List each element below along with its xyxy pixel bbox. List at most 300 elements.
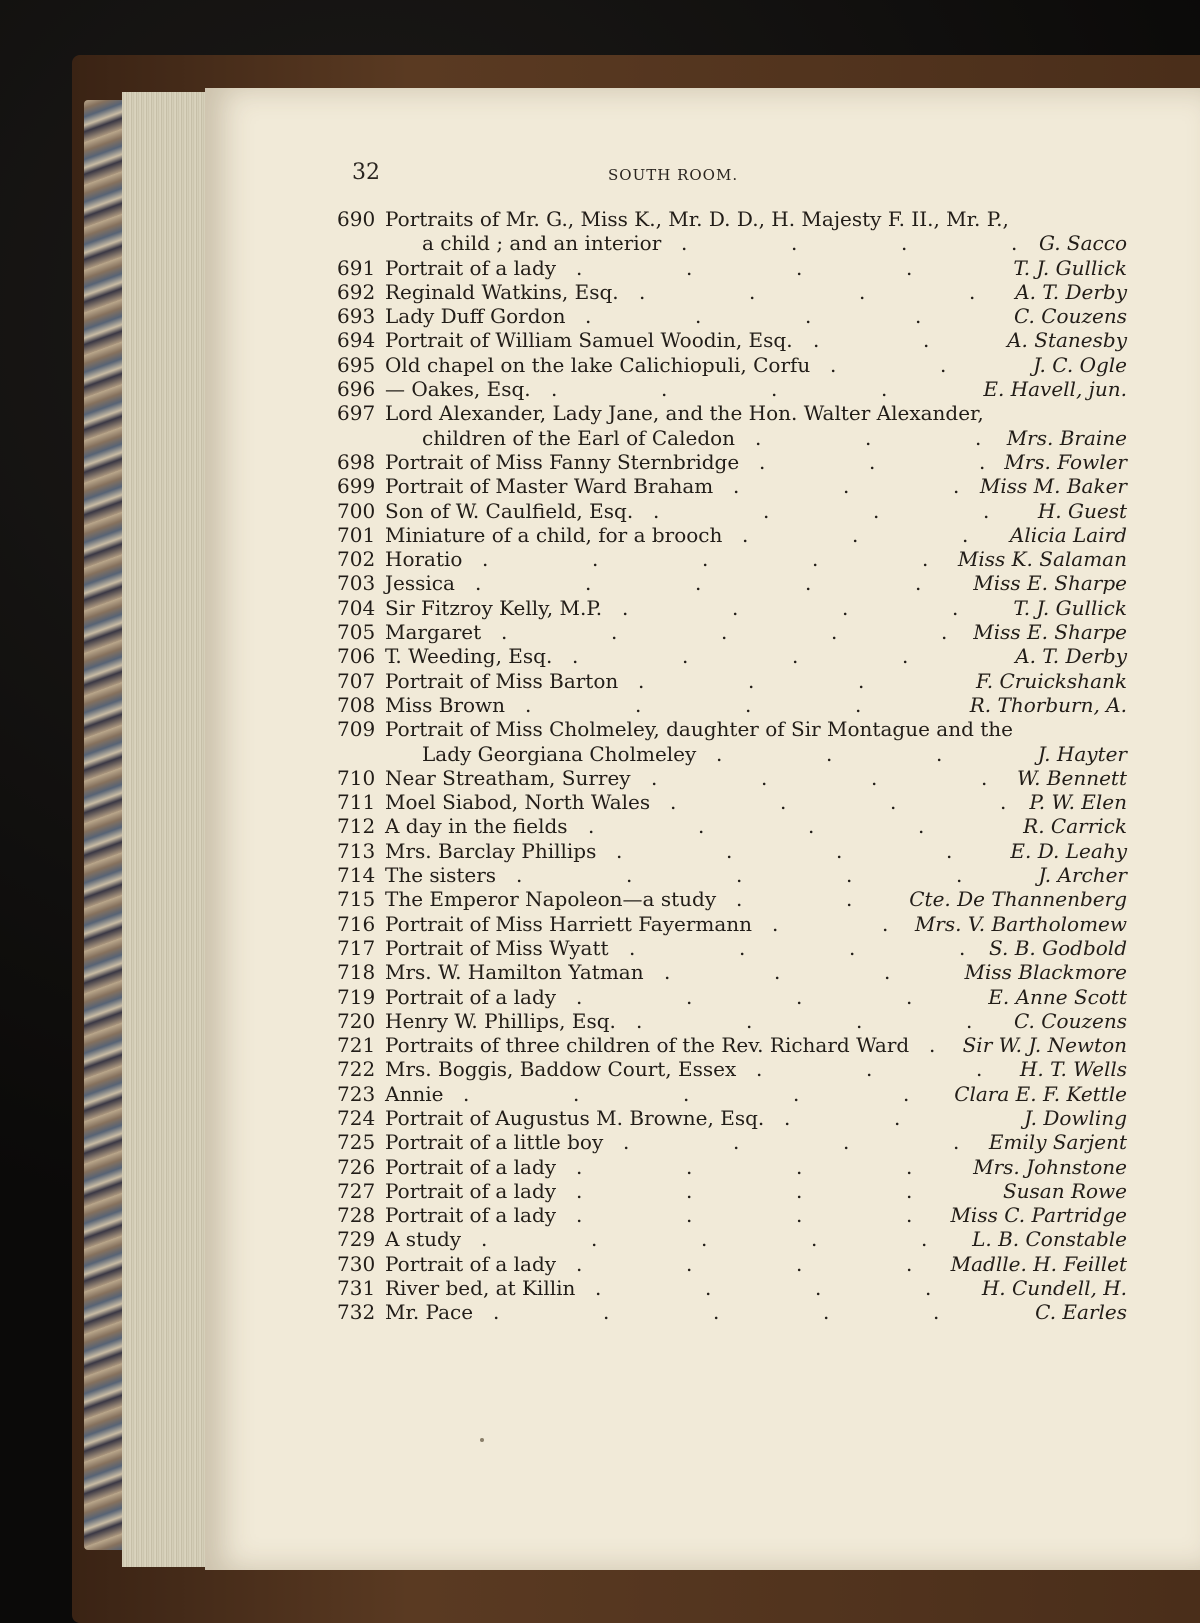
leader-dot: . bbox=[852, 522, 859, 547]
entry-line bbox=[337, 1203, 1127, 1227]
entry-number: 723 bbox=[337, 1081, 376, 1106]
leader-dot: . bbox=[686, 1203, 693, 1228]
leader-dot: . bbox=[749, 279, 756, 304]
entry-line bbox=[337, 280, 1127, 304]
entry-artist: A. Stanesby bbox=[1007, 328, 1127, 353]
entry-title: Miniature of a child, for a brooch bbox=[385, 522, 723, 547]
leader-dot: . bbox=[639, 279, 646, 304]
leader-dot: . bbox=[626, 863, 633, 888]
entry-title-continued: children of the Earl of Caledon bbox=[422, 425, 736, 450]
leader-dot: . bbox=[759, 449, 766, 474]
leader-dot: . bbox=[969, 279, 976, 304]
entry-title-continued: a child ; and an interior bbox=[422, 231, 662, 256]
leader-dot: . bbox=[592, 547, 599, 572]
leader-dot: . bbox=[501, 620, 508, 645]
leader-dot: . bbox=[636, 1008, 643, 1033]
leader-dot: . bbox=[983, 498, 990, 523]
entry-number: 692 bbox=[337, 279, 376, 304]
leader-dot: . bbox=[936, 741, 943, 766]
entry-title: — Oakes, Esq. bbox=[385, 377, 531, 402]
entry-line bbox=[337, 571, 1127, 595]
catalogue-entry bbox=[337, 620, 1127, 644]
entry-artist: P. W. Elen bbox=[1029, 790, 1127, 815]
entry-artist: Clara E. F. Kettle bbox=[954, 1081, 1127, 1106]
leader-dot: . bbox=[952, 595, 959, 620]
entry-line bbox=[337, 377, 1127, 401]
catalogue-entry bbox=[337, 1130, 1127, 1154]
leader-dot: . bbox=[849, 935, 856, 960]
entry-line bbox=[337, 353, 1127, 377]
leader-dot: . bbox=[736, 863, 743, 888]
leader-dot: . bbox=[756, 1057, 763, 1082]
catalogue-entry bbox=[337, 1252, 1127, 1276]
entry-artist: J. Dowling bbox=[1024, 1105, 1127, 1130]
entry-title: Portrait of a lady bbox=[385, 1154, 557, 1179]
entry-artist: A. T. Derby bbox=[1015, 644, 1127, 669]
leader-dot: . bbox=[588, 814, 595, 839]
catalogue-entries bbox=[337, 207, 1127, 1325]
entry-number: 704 bbox=[337, 595, 376, 620]
entry-number: 718 bbox=[337, 960, 376, 985]
entry-artist: J. Hayter bbox=[1037, 741, 1127, 766]
leader-dot: . bbox=[906, 1203, 913, 1228]
entry-line bbox=[337, 1276, 1127, 1300]
leader-dot: . bbox=[796, 1251, 803, 1276]
entry-title: Moel Siabod, North Wales bbox=[385, 790, 651, 815]
leader-dot: . bbox=[576, 1251, 583, 1276]
catalogue-entry bbox=[337, 1276, 1127, 1300]
leader-dot: . bbox=[739, 935, 746, 960]
leader-dot: . bbox=[933, 1300, 940, 1325]
entry-number: 709 bbox=[337, 717, 376, 742]
leader-dot: . bbox=[686, 255, 693, 280]
leader-dot: . bbox=[576, 1178, 583, 1203]
entry-artist: W. Bennett bbox=[1017, 765, 1127, 790]
leader-dot: . bbox=[826, 741, 833, 766]
entry-line bbox=[337, 1155, 1127, 1179]
entry-number: 703 bbox=[337, 571, 376, 596]
catalogue-entry bbox=[337, 523, 1127, 547]
entry-artist: H. Cundell, H. bbox=[981, 1276, 1127, 1301]
entry-number: 710 bbox=[337, 765, 376, 790]
leader-dot: . bbox=[906, 1251, 913, 1276]
leader-dot: . bbox=[686, 1178, 693, 1203]
entry-line bbox=[337, 256, 1127, 280]
leader-dot: . bbox=[956, 863, 963, 888]
leader-dot: . bbox=[576, 1154, 583, 1179]
leader-dot: . bbox=[823, 1300, 830, 1325]
leader-dot: . bbox=[812, 547, 819, 572]
leader-dot: . bbox=[796, 1178, 803, 1203]
catalogue-entry bbox=[337, 547, 1127, 571]
leader-dot: . bbox=[516, 863, 523, 888]
leader-dot: . bbox=[616, 838, 623, 863]
entry-title: Portrait of Miss Cholmeley, daughter of Sir Montague and the bbox=[385, 717, 1013, 742]
entry-artist: E. Havell, jun. bbox=[983, 377, 1127, 402]
entry-title: Horatio bbox=[385, 547, 463, 572]
catalogue-entry bbox=[337, 1106, 1127, 1130]
leader-dot: . bbox=[901, 231, 908, 256]
leader-dot: . bbox=[796, 1154, 803, 1179]
leader-dot: . bbox=[702, 547, 709, 572]
entry-line bbox=[337, 304, 1127, 328]
leader-dot: . bbox=[808, 814, 815, 839]
leader-dot: . bbox=[623, 1130, 630, 1155]
leader-dot: . bbox=[635, 692, 642, 717]
entry-artist: Miss K. Salaman bbox=[957, 547, 1127, 572]
entry-artist: E. Anne Scott bbox=[988, 984, 1127, 1009]
entry-title: Portrait of Miss Harriett Fayermann bbox=[385, 911, 753, 936]
entry-artist: Miss E. Sharpe bbox=[973, 620, 1127, 645]
leader-dot: . bbox=[686, 1154, 693, 1179]
entry-line bbox=[337, 693, 1127, 717]
entry-title: Miss Brown bbox=[385, 692, 506, 717]
entry-line bbox=[337, 936, 1127, 960]
leader-dot: . bbox=[576, 1203, 583, 1228]
entry-line bbox=[337, 644, 1127, 668]
entry-artist: Mrs. Johnstone bbox=[973, 1154, 1127, 1179]
entry-artist: H. Guest bbox=[1037, 498, 1127, 523]
entry-artist: T. J. Gullick bbox=[1013, 255, 1127, 280]
leader-dot: . bbox=[638, 668, 645, 693]
entry-title: A day in the fields bbox=[385, 814, 568, 839]
entry-line bbox=[337, 620, 1127, 644]
catalogue-entry bbox=[337, 304, 1127, 328]
catalogue-entry bbox=[337, 1082, 1127, 1106]
entry-artist: Mrs. Braine bbox=[1006, 425, 1127, 450]
catalogue-entry bbox=[337, 328, 1127, 352]
entry-line bbox=[337, 717, 1127, 741]
entry-number: 697 bbox=[337, 401, 376, 426]
entry-title: Son of W. Caulfield, Esq. bbox=[385, 498, 634, 523]
entry-number: 695 bbox=[337, 352, 376, 377]
entry-line bbox=[337, 985, 1127, 1009]
entry-number: 693 bbox=[337, 304, 376, 329]
catalogue-entry bbox=[337, 207, 1127, 256]
leader-dot: . bbox=[1000, 790, 1007, 815]
entry-title: Margaret bbox=[385, 620, 482, 645]
leader-dot: . bbox=[865, 425, 872, 450]
catalogue-entry bbox=[337, 1155, 1127, 1179]
entry-line bbox=[337, 328, 1127, 352]
leader-dot: . bbox=[813, 328, 820, 353]
entry-artist: A. T. Derby bbox=[1015, 279, 1127, 304]
entry-line bbox=[337, 547, 1127, 571]
catalogue-entry bbox=[337, 1057, 1127, 1081]
catalogue-entry bbox=[337, 644, 1127, 668]
catalogue-entry bbox=[337, 912, 1127, 936]
leader-dot: . bbox=[792, 644, 799, 669]
leader-dot: . bbox=[748, 668, 755, 693]
leader-dot: . bbox=[736, 887, 743, 912]
running-head: SOUTH ROOM. bbox=[608, 166, 739, 184]
catalogue-entry bbox=[337, 571, 1127, 595]
leader-dot: . bbox=[884, 960, 891, 985]
entry-line bbox=[337, 207, 1127, 231]
leader-dot: . bbox=[651, 765, 658, 790]
leader-dot: . bbox=[726, 838, 733, 863]
catalogue-entry bbox=[337, 596, 1127, 620]
entry-title: The Emperor Napoleon—a study bbox=[385, 887, 717, 912]
entry-title: Henry W. Phillips, Esq. bbox=[385, 1008, 616, 1033]
entry-title: Portraits of three children of the Rev. Richard Ward bbox=[385, 1033, 910, 1058]
leader-dot: . bbox=[591, 1227, 598, 1252]
leader-dot: . bbox=[796, 984, 803, 1009]
entry-artist: Miss Blackmore bbox=[964, 960, 1127, 985]
entry-artist: C. Couzens bbox=[1013, 304, 1127, 329]
entry-number: 701 bbox=[337, 522, 376, 547]
entry-artist: Cte. De Thannenberg bbox=[909, 887, 1127, 912]
catalogue-entry bbox=[337, 1009, 1127, 1033]
entry-number: 719 bbox=[337, 984, 376, 1009]
entry-title: Portrait of Master Ward Braham bbox=[385, 474, 714, 499]
leader-dot: . bbox=[805, 304, 812, 329]
leader-dot: . bbox=[890, 790, 897, 815]
entry-line bbox=[337, 1179, 1127, 1203]
leader-dot: . bbox=[732, 595, 739, 620]
entry-line bbox=[337, 766, 1127, 790]
leader-dot: . bbox=[966, 1008, 973, 1033]
leader-dot: . bbox=[733, 1130, 740, 1155]
entry-number: 699 bbox=[337, 474, 376, 499]
entry-title: Reginald Watkins, Esq. bbox=[385, 279, 619, 304]
entry-number: 705 bbox=[337, 620, 376, 645]
leader-dot: . bbox=[811, 1227, 818, 1252]
entry-title: Mrs. Barclay Phillips bbox=[385, 838, 597, 863]
leader-dot: . bbox=[906, 1178, 913, 1203]
entry-title: Sir Fitzroy Kelly, M.P. bbox=[385, 595, 603, 620]
leader-dot: . bbox=[881, 377, 888, 402]
entry-artist: R. Thorburn, A. bbox=[969, 692, 1127, 717]
leader-dot: . bbox=[661, 377, 668, 402]
leader-dot: . bbox=[611, 620, 618, 645]
entry-line bbox=[337, 426, 1127, 450]
leader-dot: . bbox=[906, 984, 913, 1009]
entry-artist: J. Archer bbox=[1038, 863, 1127, 888]
entry-number: 706 bbox=[337, 644, 376, 669]
leader-dot: . bbox=[670, 790, 677, 815]
catalogue-entry bbox=[337, 377, 1127, 401]
entry-artist: S. B. Godbold bbox=[989, 935, 1127, 960]
entry-artist: G. Sacco bbox=[1038, 231, 1127, 256]
leader-dot: . bbox=[698, 814, 705, 839]
entry-artist: Mrs. V. Bartholomew bbox=[914, 911, 1127, 936]
leader-dot: . bbox=[793, 1081, 800, 1106]
entry-line bbox=[337, 401, 1127, 425]
leader-dot: . bbox=[576, 255, 583, 280]
catalogue-entry bbox=[337, 474, 1127, 498]
entry-artist: Sir W. J. Newton bbox=[962, 1033, 1127, 1058]
leader-dot: . bbox=[585, 571, 592, 596]
leader-dot: . bbox=[846, 863, 853, 888]
leader-dot: . bbox=[796, 255, 803, 280]
entry-title: Mr. Pace bbox=[385, 1300, 474, 1325]
leader-dot: . bbox=[463, 1081, 470, 1106]
entry-title: Portrait of Miss Wyatt bbox=[385, 935, 609, 960]
entry-line bbox=[337, 863, 1127, 887]
leader-dot: . bbox=[629, 935, 636, 960]
catalogue-entry bbox=[337, 1300, 1127, 1324]
page-speck bbox=[480, 1438, 484, 1442]
leader-dot: . bbox=[871, 765, 878, 790]
leader-dot: . bbox=[683, 1081, 690, 1106]
leader-dot: . bbox=[682, 644, 689, 669]
leader-dot: . bbox=[918, 814, 925, 839]
leader-dot: . bbox=[745, 692, 752, 717]
leader-dot: . bbox=[842, 595, 849, 620]
leader-dot: . bbox=[923, 328, 930, 353]
entry-artist: C. Earles bbox=[1035, 1300, 1127, 1325]
entry-line bbox=[337, 450, 1127, 474]
leader-dot: . bbox=[551, 377, 558, 402]
leader-dot: . bbox=[855, 692, 862, 717]
catalogue-entry bbox=[337, 353, 1127, 377]
catalogue-entry bbox=[337, 960, 1127, 984]
leader-dot: . bbox=[746, 1008, 753, 1033]
entry-title: Portrait of a lady bbox=[385, 984, 557, 1009]
catalogue-entry bbox=[337, 669, 1127, 693]
leader-dot: . bbox=[925, 1276, 932, 1301]
entry-number: 696 bbox=[337, 377, 376, 402]
leader-dot: . bbox=[902, 644, 909, 669]
leader-dot: . bbox=[686, 984, 693, 1009]
entry-title: Portrait of William Samuel Woodin, Esq. bbox=[385, 328, 793, 353]
page-header bbox=[340, 160, 1200, 190]
entry-artist: C. Couzens bbox=[1013, 1008, 1127, 1033]
leader-dot: . bbox=[856, 1008, 863, 1033]
entry-artist: F. Cruickshank bbox=[975, 668, 1127, 693]
entry-number: 725 bbox=[337, 1130, 376, 1155]
entry-line bbox=[337, 814, 1127, 838]
entry-line bbox=[337, 1033, 1127, 1057]
leader-dot: . bbox=[585, 304, 592, 329]
catalogue-entry bbox=[337, 766, 1127, 790]
entry-line bbox=[337, 1252, 1127, 1276]
leader-dot: . bbox=[695, 304, 702, 329]
catalogue-entry bbox=[337, 1227, 1127, 1251]
page-edges bbox=[122, 92, 212, 1567]
entry-line bbox=[337, 474, 1127, 498]
leader-dot: . bbox=[836, 838, 843, 863]
leader-dot: . bbox=[962, 522, 969, 547]
catalogue-entry bbox=[337, 401, 1127, 450]
leader-dot: . bbox=[846, 887, 853, 912]
entry-number: 722 bbox=[337, 1057, 376, 1082]
entry-title: Portrait of a lady bbox=[385, 1251, 557, 1276]
entry-number: 716 bbox=[337, 911, 376, 936]
entry-line bbox=[337, 499, 1127, 523]
leader-dot: . bbox=[906, 255, 913, 280]
leader-dot: . bbox=[976, 1057, 983, 1082]
entry-line bbox=[337, 596, 1127, 620]
entry-number: 711 bbox=[337, 790, 376, 815]
entry-number: 694 bbox=[337, 328, 376, 353]
leader-dot: . bbox=[940, 352, 947, 377]
entry-number: 698 bbox=[337, 449, 376, 474]
entry-number: 715 bbox=[337, 887, 376, 912]
entry-line bbox=[337, 742, 1127, 766]
leader-dot: . bbox=[755, 425, 762, 450]
entry-artist: Mrs. Fowler bbox=[1004, 449, 1127, 474]
leader-dot: . bbox=[921, 1227, 928, 1252]
leader-dot: . bbox=[882, 911, 889, 936]
page-number: 32 bbox=[352, 160, 380, 185]
leader-dot: . bbox=[774, 960, 781, 985]
entry-number: 724 bbox=[337, 1105, 376, 1130]
entry-line bbox=[337, 231, 1127, 255]
entry-line bbox=[337, 1009, 1127, 1033]
entry-artist: Alicia Laird bbox=[1009, 522, 1127, 547]
leader-dot: . bbox=[915, 304, 922, 329]
entry-title: The sisters bbox=[385, 863, 497, 888]
entry-number: 721 bbox=[337, 1033, 376, 1058]
leader-dot: . bbox=[572, 644, 579, 669]
entry-number: 731 bbox=[337, 1276, 376, 1301]
leader-dot: . bbox=[742, 522, 749, 547]
leader-dot: . bbox=[922, 547, 929, 572]
entry-line bbox=[337, 1082, 1127, 1106]
leader-dot: . bbox=[576, 984, 583, 1009]
leader-dot: . bbox=[771, 377, 778, 402]
entry-title-continued: Lady Georgiana Cholmeley bbox=[422, 741, 697, 766]
leader-dot: . bbox=[843, 474, 850, 499]
leader-dot: . bbox=[695, 571, 702, 596]
leader-dot: . bbox=[713, 1300, 720, 1325]
leader-dot: . bbox=[701, 1227, 708, 1252]
leader-dot: . bbox=[830, 352, 837, 377]
entry-line bbox=[337, 912, 1127, 936]
entry-artist: Susan Rowe bbox=[1002, 1178, 1127, 1203]
catalogue-entry bbox=[337, 256, 1127, 280]
catalogue-entry bbox=[337, 280, 1127, 304]
entry-title: Mrs. Boggis, Baddow Court, Essex bbox=[385, 1057, 737, 1082]
leader-dot: . bbox=[780, 790, 787, 815]
catalogue-entry bbox=[337, 1179, 1127, 1203]
leader-dot: . bbox=[475, 571, 482, 596]
catalogue-entry bbox=[337, 985, 1127, 1009]
leader-dot: . bbox=[716, 741, 723, 766]
entry-line bbox=[337, 669, 1127, 693]
leader-dot: . bbox=[1011, 231, 1018, 256]
entry-line bbox=[337, 1130, 1127, 1154]
catalogue-entry bbox=[337, 790, 1127, 814]
entry-number: 732 bbox=[337, 1300, 376, 1325]
leader-dot: . bbox=[481, 1227, 488, 1252]
entry-line bbox=[337, 887, 1127, 911]
entry-line bbox=[337, 1227, 1127, 1251]
entry-artist: J. C. Ogle bbox=[1033, 352, 1127, 377]
entry-title: Portrait of a lady bbox=[385, 1203, 557, 1228]
entry-title: River bed, at Killin bbox=[385, 1276, 576, 1301]
entry-artist: Emily Sarjent bbox=[988, 1130, 1127, 1155]
entry-title: Mrs. W. Hamilton Yatman bbox=[385, 960, 644, 985]
entry-number: 708 bbox=[337, 692, 376, 717]
entry-number: 713 bbox=[337, 838, 376, 863]
entry-artist: Miss C. Partridge bbox=[950, 1203, 1127, 1228]
leader-dot: . bbox=[761, 765, 768, 790]
entry-number: 714 bbox=[337, 863, 376, 888]
leader-dot: . bbox=[843, 1130, 850, 1155]
entry-number: 729 bbox=[337, 1227, 376, 1252]
leader-dot: . bbox=[784, 1105, 791, 1130]
entry-title: Lord Alexander, Lady Jane, and the Hon. Walter Alexander, bbox=[385, 401, 984, 426]
entry-artist: Miss M. Baker bbox=[979, 474, 1127, 499]
leader-dot: . bbox=[653, 498, 660, 523]
leader-dot: . bbox=[981, 765, 988, 790]
leader-dot: . bbox=[831, 620, 838, 645]
leader-dot: . bbox=[815, 1276, 822, 1301]
entry-title: Portraits of Mr. G., Miss K., Mr. D. D., H. Majesty F. II., Mr. P., bbox=[385, 207, 1009, 231]
